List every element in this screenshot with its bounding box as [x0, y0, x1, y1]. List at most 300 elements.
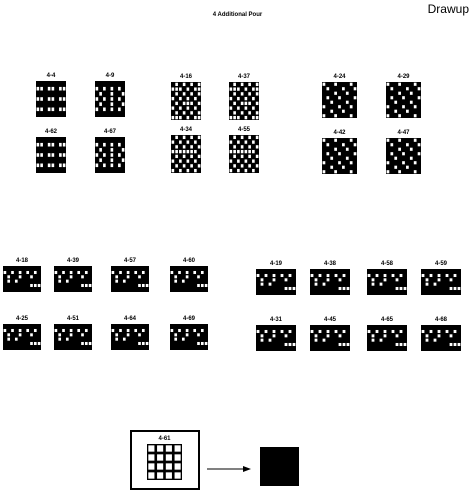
pattern-hole [55, 329, 58, 332]
pattern-hole [406, 87, 409, 90]
pattern-hole [237, 116, 240, 119]
pattern-hole [179, 169, 182, 172]
pattern-4-16 [171, 74, 201, 121]
pattern-grid [421, 269, 461, 295]
pattern-hole [390, 87, 393, 90]
pattern-hole [281, 330, 284, 333]
pattern-hole [103, 87, 106, 91]
pattern-hole [175, 102, 178, 105]
pattern-hole [172, 150, 175, 153]
pattern-hole [404, 343, 407, 346]
pattern-hole [438, 278, 441, 281]
pattern-hole [400, 330, 403, 333]
pattern-hole [293, 287, 296, 290]
pattern-hole [52, 107, 55, 111]
pattern-hole [111, 102, 114, 106]
pattern-hole [315, 283, 318, 286]
pattern-grid [170, 266, 208, 292]
pattern-hole [406, 166, 409, 169]
pattern-hole [233, 92, 236, 95]
pattern-hole [205, 284, 208, 287]
pattern-hole [256, 102, 259, 105]
pattern-hole [438, 330, 441, 333]
pattern-hole [406, 110, 409, 113]
pattern-hole [179, 150, 182, 153]
pattern-hole [230, 150, 233, 153]
pattern-hole [118, 87, 121, 91]
pattern-hole [245, 116, 248, 119]
pattern-hole [37, 163, 40, 167]
pattern-hole [122, 102, 125, 106]
pattern-hole [4, 271, 7, 274]
pattern-hole [52, 87, 55, 91]
pattern-4-9 [95, 73, 125, 118]
pattern-hole [430, 274, 433, 277]
pattern-hole [402, 161, 405, 164]
pattern-hole [187, 140, 190, 143]
pattern-4-47 [386, 130, 421, 175]
pattern-hole [197, 275, 200, 278]
pattern-hole [281, 274, 284, 277]
pattern-hole [402, 152, 405, 155]
pattern-hole [248, 155, 251, 158]
pattern-hole [15, 280, 18, 283]
pattern-4-45 [310, 317, 350, 352]
pattern-hole [327, 334, 330, 337]
pattern-hole [134, 329, 137, 332]
pattern-hole [338, 152, 341, 155]
pattern-grid [54, 266, 92, 292]
pattern-label: 4-16 [179, 74, 192, 80]
pattern-hole [58, 275, 61, 278]
pattern-hole [190, 155, 193, 158]
pattern-hole [59, 107, 62, 111]
pattern-label: 4-29 [397, 74, 410, 80]
pattern-hole [245, 150, 248, 153]
pattern-hole [233, 136, 236, 139]
pattern-hole [273, 278, 276, 281]
pattern-hole [252, 116, 255, 119]
pattern-hole [327, 274, 330, 277]
pattern-hole [323, 105, 326, 108]
pattern-hole [127, 271, 130, 274]
pattern-hole [172, 140, 175, 143]
pattern-hole [396, 278, 399, 281]
pattern-hole [11, 271, 14, 274]
pattern-hole [454, 287, 457, 290]
pattern-label: 4-51 [66, 316, 79, 322]
pattern-label: 4-4 [46, 73, 56, 79]
pattern-hole [62, 271, 65, 274]
pattern-hole [70, 271, 73, 274]
pattern-hole [418, 96, 421, 99]
pattern-hole [380, 339, 383, 342]
pattern-hole [338, 105, 341, 108]
pattern-hole [48, 87, 51, 91]
pattern-hole [111, 143, 114, 147]
pattern-hole [354, 87, 357, 90]
pattern-hole [81, 333, 84, 336]
example-frame [130, 430, 200, 490]
pattern-hole [319, 274, 322, 277]
pattern-hole [330, 101, 333, 104]
pattern-4-34 [171, 127, 201, 174]
pattern-hole [346, 92, 349, 95]
pattern-hole [111, 107, 114, 111]
pattern-hole [402, 105, 405, 108]
pattern-hole [346, 101, 349, 104]
pattern-hole [248, 136, 251, 139]
pattern-hole [265, 330, 268, 333]
pattern-hole [34, 271, 37, 274]
pattern-hole [59, 87, 62, 91]
pattern-hole [233, 150, 236, 153]
pattern-fill [256, 325, 296, 351]
pattern-hole [37, 107, 40, 111]
pattern-hole [187, 106, 190, 109]
pattern-hole [372, 283, 375, 286]
pattern-hole [96, 143, 99, 147]
pattern-hole [354, 143, 357, 146]
pattern-hole [63, 97, 66, 101]
pattern-hole [315, 334, 318, 337]
pattern-hole [175, 136, 178, 139]
pattern-hole [410, 92, 413, 95]
pattern-hole [418, 143, 421, 146]
pattern-hole [48, 153, 51, 157]
pattern-4-51 [54, 316, 92, 351]
pattern-hole [230, 159, 233, 162]
pattern-hole [99, 148, 102, 152]
pattern-hole [410, 101, 413, 104]
pattern-hole [34, 329, 37, 332]
pattern-hole [187, 159, 190, 162]
pattern-hole [230, 97, 233, 100]
pattern-label: 4-61 [158, 436, 171, 442]
pattern-hole [194, 106, 197, 109]
pattern-hole [142, 342, 145, 345]
pattern-hole [179, 116, 182, 119]
pattern-hole [368, 274, 371, 277]
pattern-label: 4-34 [179, 127, 192, 133]
pattern-hole [339, 287, 342, 290]
pattern-label: 4-25 [15, 316, 28, 322]
pattern-hole [103, 153, 106, 157]
pattern-hole [394, 166, 397, 169]
pattern-hole [410, 157, 413, 160]
pattern-label: 4-19 [269, 261, 282, 267]
pattern-hole [115, 280, 118, 283]
pattern-hole [183, 136, 186, 139]
pattern-hole [99, 158, 102, 162]
pattern-hole [111, 148, 114, 152]
pattern-hole [7, 333, 10, 336]
pattern-hole [81, 342, 84, 345]
pattern-hole [178, 271, 181, 274]
pattern-hole [112, 329, 115, 332]
pattern-4-18 [3, 258, 41, 293]
pattern-hole [434, 339, 437, 342]
pattern-hole [454, 274, 457, 277]
pattern-4-62 [36, 129, 66, 174]
pattern-hole [265, 274, 268, 277]
pattern-hole [376, 330, 379, 333]
pattern-4-69 [170, 316, 208, 351]
pattern-label: 4-31 [269, 317, 282, 323]
pattern-hole [96, 163, 99, 167]
pattern-hole [186, 333, 189, 336]
pattern-hole [414, 114, 417, 117]
pattern-hole [183, 164, 186, 167]
pattern-hole [339, 343, 342, 346]
pattern-hole [315, 278, 318, 281]
pattern-hole [172, 159, 175, 162]
pattern-hole [198, 102, 201, 105]
pattern-hole [178, 329, 181, 332]
pattern-hole [438, 334, 441, 337]
pattern-hole [96, 97, 99, 101]
pattern-hole [138, 333, 141, 336]
pattern-hole [59, 97, 62, 101]
pattern-hole [179, 140, 182, 143]
pattern-hole [256, 155, 259, 158]
pattern-grid [367, 325, 407, 351]
pattern-fill [170, 324, 208, 350]
pattern-hole [384, 334, 387, 337]
pattern-label: 4-69 [182, 316, 195, 322]
pattern-hole [233, 111, 236, 114]
pattern-hole [394, 101, 397, 104]
pattern-hole [289, 343, 292, 346]
pattern-hole [414, 161, 417, 164]
pattern-hole [323, 114, 326, 117]
pattern-grid [386, 82, 421, 118]
pattern-hole [273, 274, 276, 277]
pattern-hole [81, 284, 84, 287]
pattern-fill [111, 266, 149, 292]
pattern-grid [95, 81, 125, 117]
pattern-hole [248, 111, 251, 114]
pattern-grid [256, 325, 296, 351]
pattern-hole [354, 152, 357, 155]
pattern-hole [387, 105, 390, 108]
pattern-grid [171, 82, 201, 120]
pattern-4-24 [322, 74, 357, 119]
pattern-hole [289, 287, 292, 290]
pattern-grid [310, 269, 350, 295]
pattern-fill [111, 324, 149, 350]
pattern-hole [422, 274, 425, 277]
pattern-hole [201, 342, 204, 345]
pattern-hole [187, 87, 190, 90]
pattern-hole [343, 330, 346, 333]
pattern-grid [421, 325, 461, 351]
pattern-hole [414, 170, 417, 173]
pattern-hole [183, 150, 186, 153]
pattern-hole [19, 333, 22, 336]
pattern-hole [323, 283, 326, 286]
pattern-4-19 [256, 261, 296, 296]
pattern-hole [256, 92, 259, 95]
pattern-hole [172, 106, 175, 109]
pattern-hole [396, 287, 399, 290]
pattern-4-64 [111, 316, 149, 351]
pattern-hole [285, 334, 288, 337]
pattern-4-59 [421, 261, 461, 296]
pattern-hole [198, 155, 201, 158]
pattern-hole [343, 343, 346, 346]
pattern-hole [194, 97, 197, 100]
pattern-hole [58, 280, 61, 283]
pattern-hole [330, 110, 333, 113]
pattern-hole [342, 166, 345, 169]
pattern-hole [198, 92, 201, 95]
pattern-hole [85, 329, 88, 332]
pattern-hole [241, 145, 244, 148]
pattern-hole [241, 150, 244, 153]
pattern-hole [237, 150, 240, 153]
pattern-hole [438, 274, 441, 277]
pattern-hole [96, 107, 99, 111]
pattern-hole [273, 334, 276, 337]
pattern-hole [127, 329, 130, 332]
pattern-hole [48, 97, 51, 101]
pattern-hole [63, 87, 66, 91]
app-title: Drawup [427, 2, 469, 16]
pattern-hole [66, 280, 69, 283]
pattern-hole [122, 92, 125, 96]
pattern-hole [372, 334, 375, 337]
pattern-hole [273, 330, 276, 333]
pattern-hole [62, 329, 65, 332]
pattern-hole [7, 338, 10, 341]
pattern-hole [96, 153, 99, 157]
pattern-hole [315, 339, 318, 342]
pattern-hole [237, 106, 240, 109]
pattern-hole [237, 87, 240, 90]
pattern-hole [323, 139, 326, 142]
pattern-hole [450, 343, 453, 346]
pattern-fill [256, 269, 296, 295]
pattern-hole [7, 275, 10, 278]
pattern-hole [334, 92, 337, 95]
pattern-hole [175, 87, 178, 90]
pattern-hole [248, 150, 251, 153]
pattern-label: 4-39 [66, 258, 79, 264]
pattern-hole [248, 145, 251, 148]
pattern-hole [390, 152, 393, 155]
pattern-hole [311, 330, 314, 333]
pattern-hole [330, 157, 333, 160]
pattern-hole [194, 140, 197, 143]
pattern-hole [350, 105, 353, 108]
pattern-hole [205, 342, 208, 345]
pattern-hole [398, 83, 401, 86]
pattern-hole [198, 116, 201, 119]
pattern-hole [30, 284, 33, 287]
pattern-hole [350, 170, 353, 173]
pattern-hole [293, 343, 296, 346]
pattern-hole [201, 329, 204, 332]
pattern-hole [186, 271, 189, 274]
pattern-hole [134, 271, 137, 274]
pattern-hole [198, 145, 201, 148]
pattern-hole [380, 283, 383, 286]
pattern-hole [111, 87, 114, 91]
pattern-hole [241, 155, 244, 158]
pattern-hole [127, 275, 130, 278]
pattern-hole [187, 169, 190, 172]
pattern-hole [77, 271, 80, 274]
pattern-hole [37, 97, 40, 101]
pattern-hole [48, 107, 51, 111]
pattern-hole [372, 278, 375, 281]
pattern-hole [245, 140, 248, 143]
pattern-hole [404, 287, 407, 290]
pattern-hole [256, 136, 259, 139]
pattern-hole [311, 274, 314, 277]
pattern-hole [339, 334, 342, 337]
pattern-hole [174, 333, 177, 336]
pattern-hole [354, 96, 357, 99]
pattern-grid [3, 266, 41, 292]
pattern-hole [261, 278, 264, 281]
pattern-hole [241, 83, 244, 86]
pattern-hole [398, 139, 401, 142]
pattern-fill [421, 325, 461, 351]
pattern-4-38 [310, 261, 350, 296]
pattern-hole [233, 116, 236, 119]
pattern-fill [3, 266, 41, 292]
pattern-hole [111, 97, 114, 101]
pattern-hole [183, 145, 186, 148]
pattern-hole [233, 102, 236, 105]
pattern-hole [339, 278, 342, 281]
pattern-hole [230, 87, 233, 90]
pattern-hole [230, 116, 233, 119]
pattern-hole [138, 284, 141, 287]
pattern-hole [190, 164, 193, 167]
pattern-hole [252, 87, 255, 90]
pattern-label: 4-62 [44, 129, 57, 135]
pattern-hole [118, 97, 121, 101]
pattern-hole [40, 97, 43, 101]
pattern-hole [118, 143, 121, 147]
pattern-hole [285, 287, 288, 290]
pattern-hole [103, 97, 106, 101]
pattern-grid [3, 324, 41, 350]
pattern-hole [350, 161, 353, 164]
pattern-hole [38, 342, 41, 345]
pattern-hole [450, 287, 453, 290]
pattern-fill [170, 266, 208, 292]
pattern-label: 4-18 [15, 258, 28, 264]
pattern-hole [138, 342, 141, 345]
pattern-hole [40, 163, 43, 167]
pattern-hole [118, 163, 121, 167]
pattern-hole [384, 330, 387, 333]
pattern-hole [194, 150, 197, 153]
pattern-hole [335, 274, 338, 277]
pattern-hole [115, 275, 118, 278]
pattern-hole [392, 330, 395, 333]
pattern-hole [257, 274, 260, 277]
pattern-hole [182, 338, 185, 341]
pattern-hole [256, 145, 259, 148]
pattern-hole [434, 283, 437, 286]
pattern-4-58 [367, 261, 407, 296]
pattern-label: 4-38 [323, 261, 336, 267]
